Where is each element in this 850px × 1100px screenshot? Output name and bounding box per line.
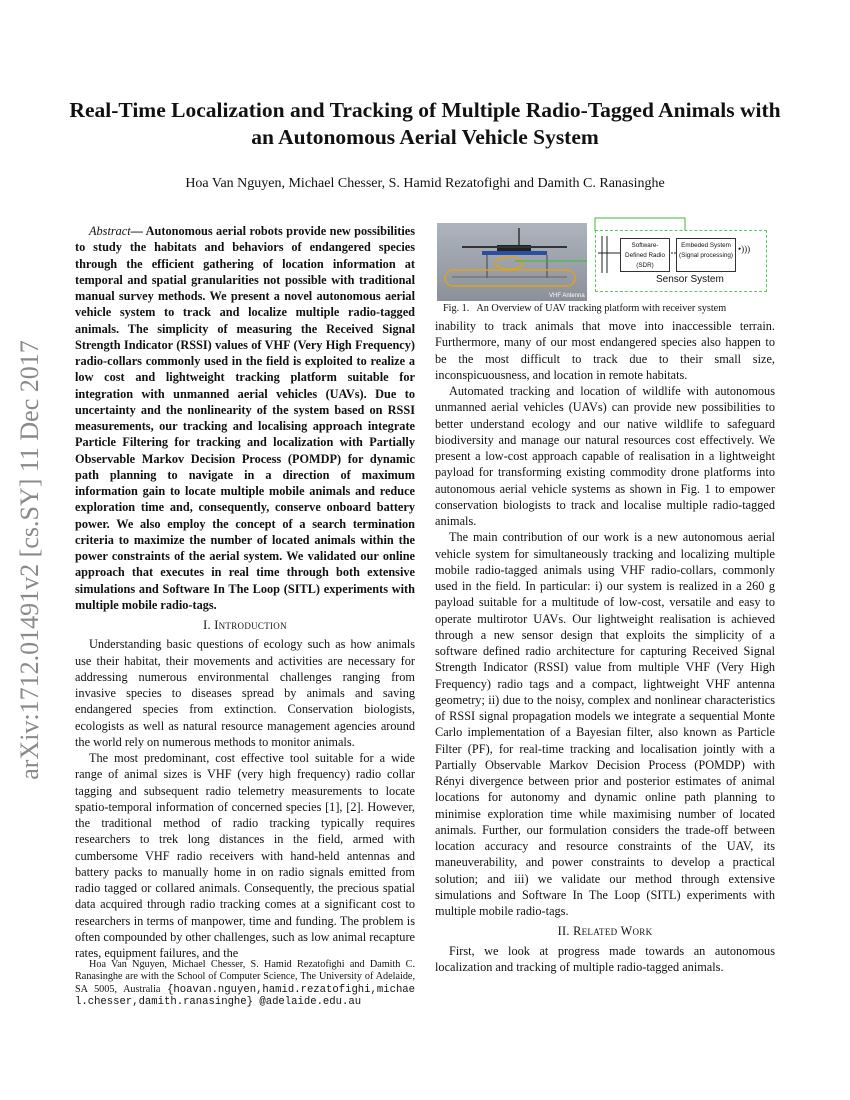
abstract-label: Abstract bbox=[89, 224, 131, 238]
embedded-system-box: Embeded System (Signal processing) bbox=[676, 238, 736, 272]
connector-line bbox=[587, 217, 757, 231]
paper-title: Real-Time Localization and Tracking of Multiple Radio-Tagged Animals with an Autonomous Aerial Vehicle System bbox=[69, 98, 781, 149]
figure-caption: Fig. 1. An Overview of UAV tracking platform with receiver system bbox=[443, 303, 727, 314]
paragraph: First, we look at progress made towards an autonomous localization and tracking of multiple radio-tagged animals. bbox=[435, 943, 775, 974]
right-column bbox=[435, 318, 775, 975]
author-emails: {hoavan.nguyen,hamid.rezatofighi,michael.chesser,damith.ranasinghe} @adelaide.edu.au bbox=[75, 983, 416, 1008]
drone-illustration bbox=[437, 223, 587, 301]
signal-icon: •))) bbox=[738, 244, 751, 254]
sensor-system-diagram bbox=[595, 230, 767, 292]
sdr-box: Software-Defined Radio (SDR) bbox=[620, 238, 670, 272]
paragraph: Automated tracking and location of wildlife with autonomous unmanned aerial vehicles (UAVs) can provide new possibilities to better understand ecology and our native wildlife to safeguard biodiversity and manage our natural resources cost effectively. We present a low-cost approach capable of realisation in a lightweight payload for transforming existing commodity drone platforms into autonomous aerial vehicle systems as shown in Fig. 1 to empower conservation biologists to track and localise multiple radio-tagged animals. bbox=[435, 384, 775, 528]
paragraph: Understanding basic questions of ecology such as how animals use their habitat, their movements and activities are necessary for addressing numerous environmental challenges ranging from invasive species to diseases spread by animals and saving endangered species from extinction. Conservation biologists, ecologists as well as natural resource management agencies around the world rely on numerous methods to monitor animals. bbox=[75, 637, 415, 749]
antenna-label: VHF Antenna bbox=[549, 293, 585, 299]
paragraph: The main contribution of our work is a new autonomous aerial vehicle system for simultaneously tracking and localizing multiple mobile radio-tagged animals using VHF radio-collars, commonly used in the field. In particular: i) our system is realized in a 260 g payload suitable for a multitude of low-cost, versatile and easy to operate multirotor UAVs. Our lightweight realisation is achieved through a new sensor design that exploits the simplicity of a software defined radio architecture for capturing Received Signal Strength Indicator (RSSI) value from multiple VHF (Very High Frequency) radio tags and a compact, lightweight VHF antenna geometry; ii) due to the noisy, complex and nonlinear characteristics of RSSI signal propagation models we integrate a sequential Monte Carlo implementation of a Bayesian filter, also known as Particle Filter (PF), for real-time tracking and localisation jointly with a Partially Observable Markov Decision Process (POMDP) with Rényi divergence between prior and posterior estimates of animal locations for autonomy and dynamic online path planning to minimise exploration time while maximising number of located animals. Further, our formulation considers the trade-off between location accuracy and resource constraints of the UAV, its maneuverability, and power constraints to develop a practical solution; and iii) we validate our method through extensive simulations and Software In The Loop (SITL) experiments with multiple mobile radio-tags. bbox=[435, 530, 775, 918]
uav-photo bbox=[437, 223, 587, 301]
sensor-system-label: Sensor System bbox=[656, 274, 724, 285]
section-heading-introduction: I. Introduction bbox=[203, 618, 287, 632]
arxiv-stamp: arXiv:1712.01491v2 [cs.SY] 11 Dec 2017 bbox=[15, 340, 44, 780]
paragraph: The most predominant, cost effective tool suitable for a wide range of animal sizes is VHF (very high frequency) radio collar tagging and subsequent radio telemetry measurements to locate spatio-temporal information of concerned species [1], [2]. However, the traditional method of radio tracking typically requires researchers to trek long distances in the field, armed with cumbersome VHF radio receivers with hand-held antennas and battery packs to manually home in on radio signals emitted from radio tagged or collared animals. Consequently, the precious spatial data acquired through radio tracking comes at a significant cost to researchers in terms of manpower, time and funding. The problem is often compounded by other challenges, such as low animal recapture rates, equipment failures, and the bbox=[75, 751, 415, 960]
figure-1 bbox=[437, 217, 767, 303]
authors: Hoa Van Nguyen, Michael Chesser, S. Hamid Rezatofighi and Damith C. Ranasinghe bbox=[185, 176, 665, 191]
abstract: Abstract— Autonomous aerial robots provide new possibilities to study the habitats and behaviors of endangered species through the efficient gathering of location information at temporal and spatial granularities not possible with traditional manual survey methods. We present a novel autonomous aerial vehicle system to track and localize multiple radio-tagged animals. The simplicity of measuring the Received Signal Strength Indicator (RSSI) values of VHF (Very High Frequency) radio-collars commonly used in the field is exploited to realize a low cost and lightweight tracking platform suitable for integration with unmanned aerial vehicles (UAVs). Due to uncertainty and the nonlinearity of the system based on RSSI measurements, our tracking and localising approach integrate Particle Filtering for tracking and localization with Partially Observable Markov Decision Process (POMDP) for dynamic path planning to navigate in a direction of maximum information gain to locate multiple mobile animals and reduce exploration time and, consequently, conserve onboard battery power. We also employ the concept of a search termination criteria to maximize the number of located animals within the power constraints of the aerial system. We validated our online approach that executes in real time through both extensive simulations and Software In The Loop (SITL) experiments with multiple mobile radio-tags. bbox=[75, 224, 415, 612]
left-column bbox=[75, 223, 415, 961]
paragraph: inability to track animals that move into inaccessible terrain. Furthermore, many of our most endangered species also happen to be the most difficult to track due to their small size, inconspicuousness, and location in remote habitats. bbox=[435, 319, 775, 382]
section-heading-related-work: II. Related Work bbox=[557, 924, 653, 939]
footnote: Hoa Van Nguyen, Michael Chesser, S. Hamid Rezatofighi and Damith C. Ranasinghe are with the School of Computer Science, The University of Adelaide, SA 5005, Australia {hoavan.nguyen,hamid.rezatofighi,michael.chesser,damith.ranasinghe} @adelaide.edu.au bbox=[75, 959, 416, 1008]
